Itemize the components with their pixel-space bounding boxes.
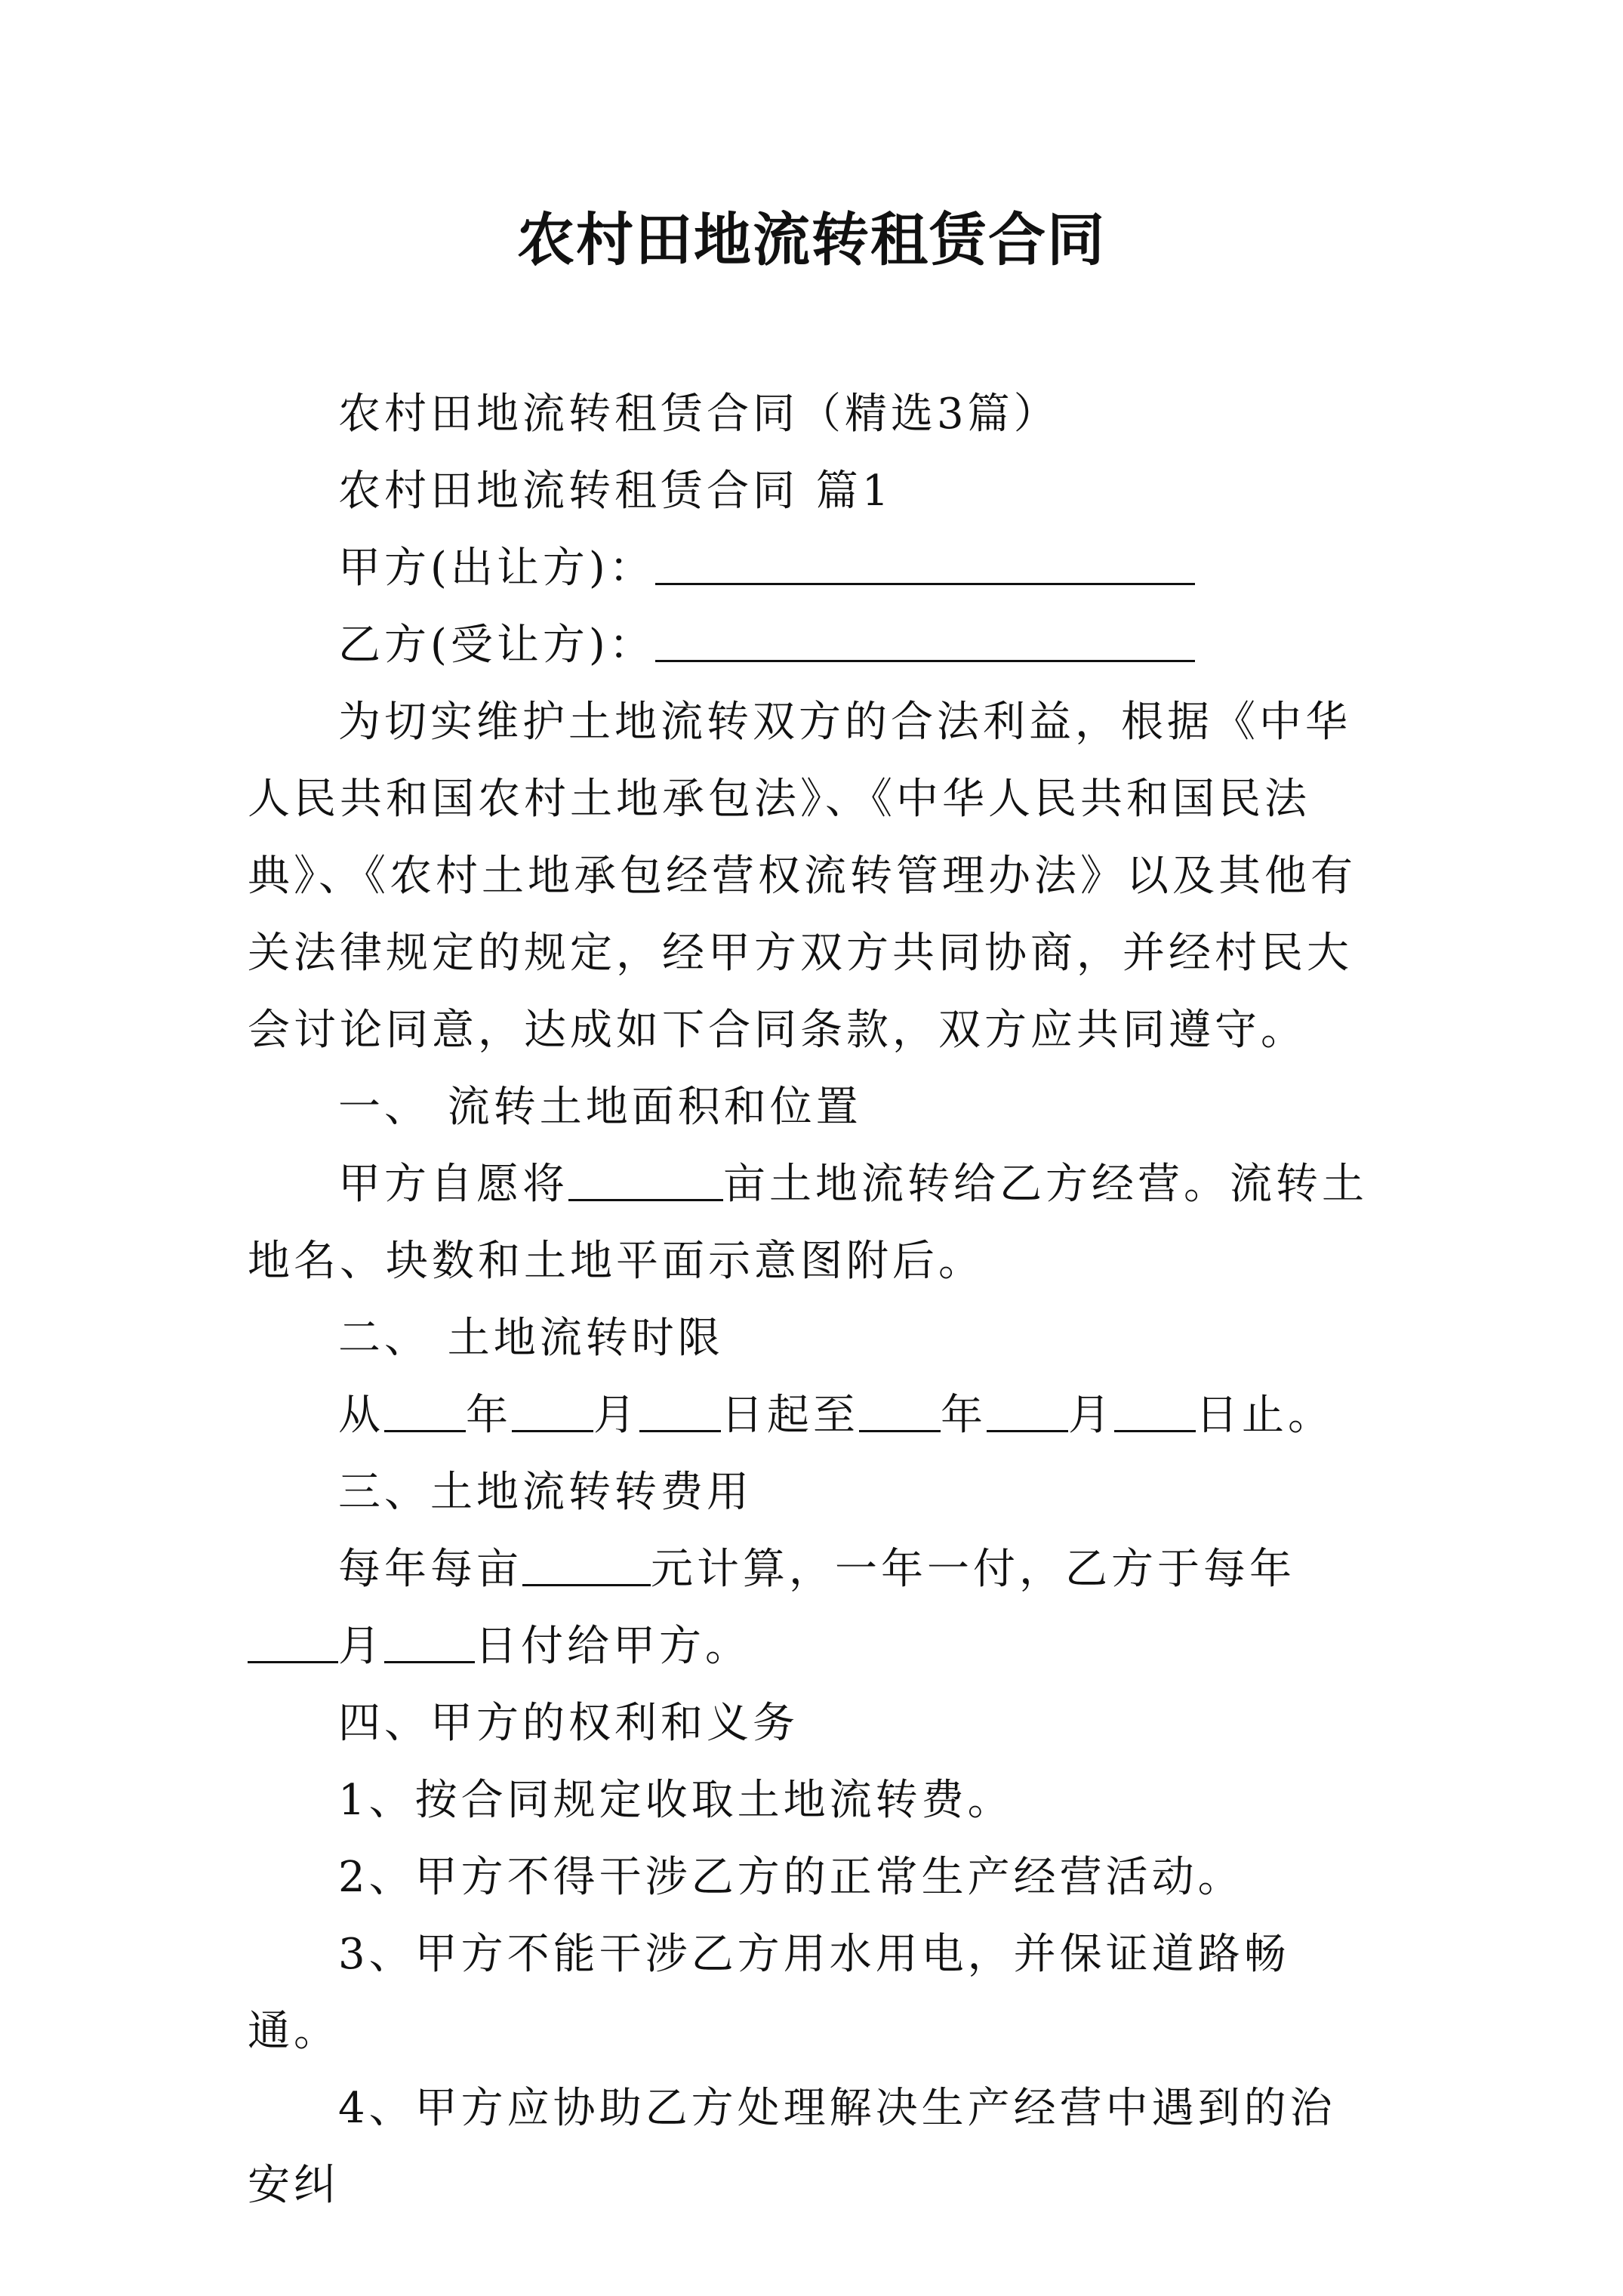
section-4-heading: 四、甲方的权利和义务: [338, 1699, 799, 1748]
party-b-blank: [655, 615, 1195, 662]
section-4-item-2: 2、甲方不得干涉乙方的正常生产经营活动。: [338, 1853, 1244, 1902]
year-text-2: 年: [941, 1391, 987, 1440]
section-1-text-a: 甲方自愿将: [338, 1160, 568, 1209]
section-3-text-d: 日付给甲方。: [475, 1622, 751, 1671]
party-a-label: 甲方(出让方)：: [338, 544, 655, 593]
year-text-1: 年: [466, 1391, 512, 1440]
section-4-item-4: 4、甲方应协助乙方处理解决生产经营中遇到的治安纠: [248, 2084, 1336, 2210]
pay-month-blank: [248, 1616, 338, 1663]
section-2-paragraph: [248, 1377, 1380, 1454]
end-month-blank: [987, 1385, 1068, 1432]
document-title: 农村田地流转租赁合同: [517, 206, 1106, 273]
intro-paragraph: 为切实维护土地流转双方的合法利益，根据《中华人民共和国农村土地承包法》、《中华人民共和国民法典》、《农村土地承包经营权流转管理办法》以及其他有关法律规定的规定，经甲方双方共同协商，并经村民大会讨论同意，达成如下合同条款，双方应共同遵守。: [248, 698, 1357, 1055]
pay-day-blank: [384, 1616, 475, 1663]
start-year-blank: [384, 1385, 466, 1432]
from-text: 从: [338, 1391, 384, 1440]
area-blank: [568, 1154, 723, 1201]
section-3-text-a: 每年每亩: [338, 1545, 522, 1594]
party-a-blank: [655, 538, 1195, 585]
section-4-item-3: 3、甲方不能干涉乙方用水用电，并保证道路畅通。: [248, 1930, 1290, 2056]
party-b-line: [248, 607, 1380, 684]
month-text-2: 月: [1068, 1391, 1114, 1440]
section-1-heading: 一、 流转土地面积和位置: [338, 1083, 862, 1132]
party-b-label: 乙方(受让方)：: [338, 621, 655, 670]
end-day-blank: [1114, 1385, 1196, 1432]
fee-blank: [522, 1539, 651, 1586]
section-4-item-1: 1、按合同规定收取土地流转费。: [338, 1776, 1014, 1825]
section-3-paragraph: [248, 1531, 1380, 1685]
section-1-paragraph: [248, 1146, 1380, 1300]
party-a-line: [248, 530, 1380, 607]
day-text-1: 日起至: [721, 1391, 859, 1440]
section-3-text-c: 月: [338, 1622, 384, 1671]
subtitle-line: 农村田地流转租赁合同（精选3篇）: [338, 390, 1060, 439]
section-3-heading: 三、土地流转转费用: [338, 1468, 753, 1517]
start-month-blank: [512, 1385, 593, 1432]
section-3-text-b: 元计算，一年一付，乙方于每年: [651, 1545, 1295, 1594]
document-body: [248, 376, 1380, 2224]
section-2-heading: 二、 土地流转时限: [338, 1314, 724, 1363]
section-1-text-b: 亩土地流转给乙方经营。流转土地名、块数和土地平面示意图附后。: [248, 1160, 1368, 1286]
day-text-2: 日止。: [1196, 1391, 1334, 1440]
part-heading: 农村田地流转租赁合同 篇1: [338, 467, 893, 516]
start-day-blank: [639, 1385, 721, 1432]
month-text-1: 月: [593, 1391, 639, 1440]
end-year-blank: [859, 1385, 941, 1432]
